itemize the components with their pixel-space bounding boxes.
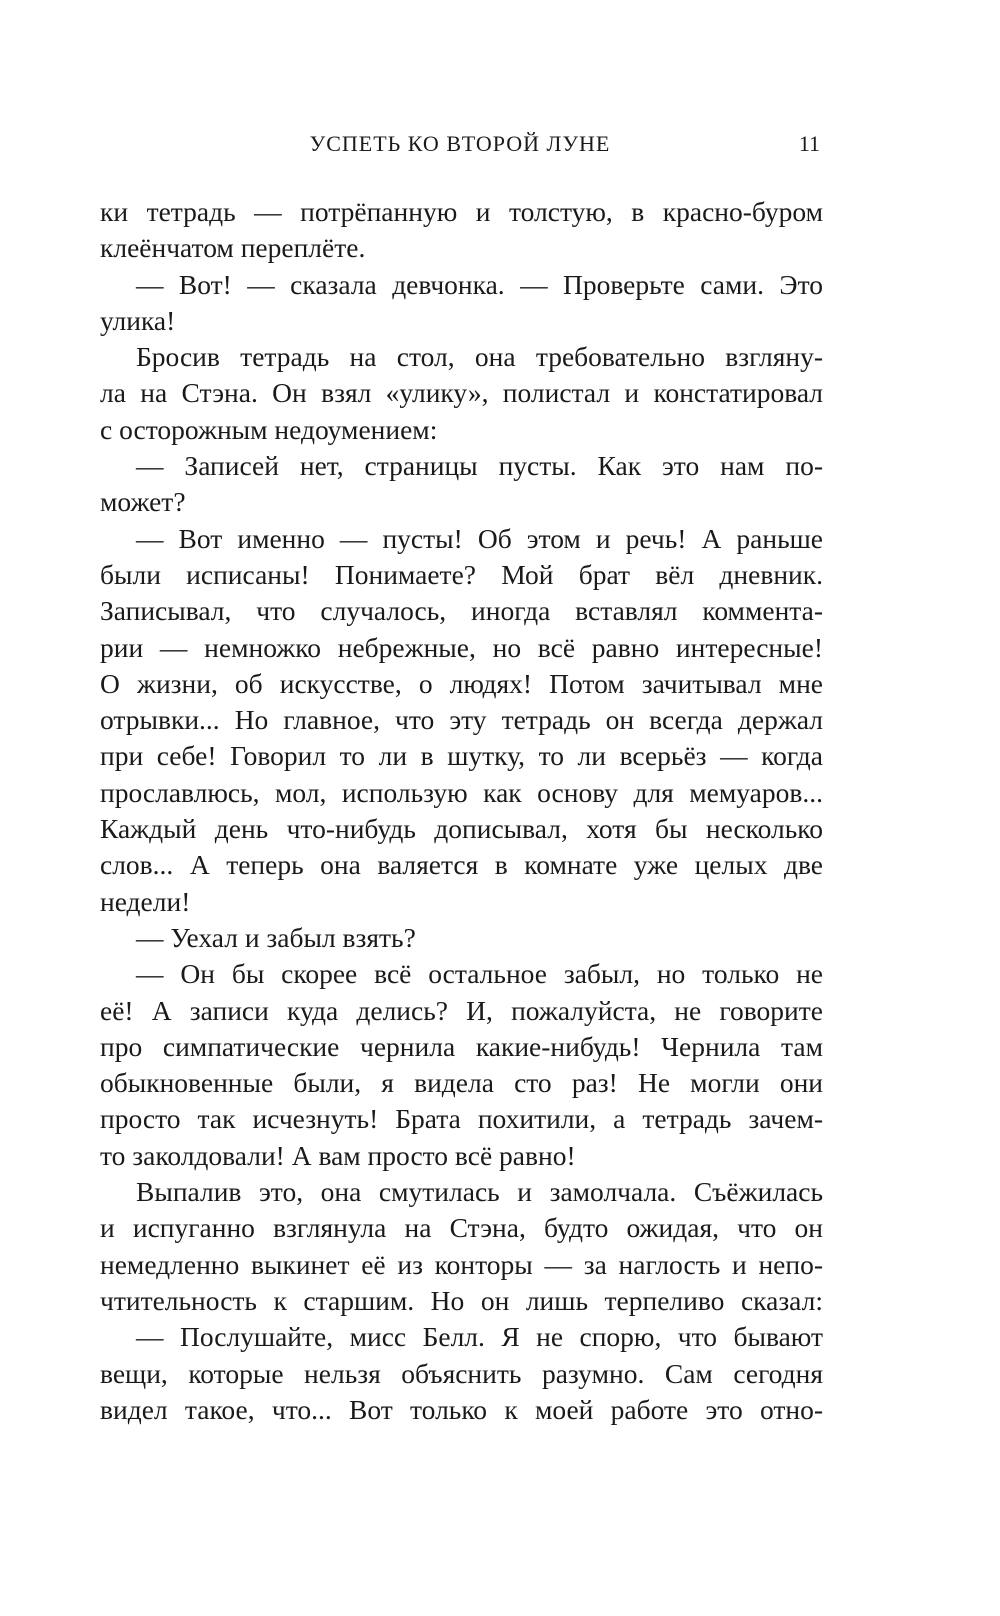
text-line: — Вот именно — пусты! Об этом и речь! А раньше (136, 522, 823, 554)
text-line: вещи, которые нельзя объяснить разумно. Сам сегодня (100, 1357, 823, 1389)
text-line: может? (100, 486, 186, 518)
text-line: Бросив тетрадь на стол, она требовательно взгляну- (136, 341, 823, 373)
text-line: — Записей нет, страницы пусты. Как это нам по- (136, 450, 823, 482)
text-line: — Послушайте, мисс Белл. Я не спорю, что бывают (136, 1321, 823, 1353)
text-line: Выпалив это, она смутилась и замолчала. Съёжилась (136, 1176, 823, 1208)
text-line: рии — немножко небрежные, но всё равно интересные! (100, 631, 823, 663)
text-line: немедленно выкинет её из конторы — за наглость и непо- (100, 1248, 823, 1280)
text-line: обыкновенные были, я видела сто раз! Не могли они (100, 1067, 823, 1099)
text-line: её! А записи куда делись? И, пожалуйста, не говорите (100, 994, 823, 1026)
text-line: чтительность к старшим. Но он лишь терпеливо сказал: (100, 1284, 823, 1316)
text-line: прославлюсь, мол, использую как основу для мемуаров... (100, 776, 823, 808)
text-line: — Он бы скорее всё остальное забыл, но только не (136, 958, 823, 990)
text-line: то заколдовали! А вам просто всё равно! (100, 1139, 576, 1171)
text-line: улика! (100, 304, 176, 336)
body-text (100, 194, 823, 1428)
text-line: недели! (100, 885, 191, 917)
text-line: Записывал, что случалось, иногда вставлял коммента- (100, 595, 823, 627)
text-line: О жизни, об искусстве, о людях! Потом зачитывал мне (100, 667, 823, 699)
text-line: с осторожным недоумением: (100, 413, 438, 445)
text-line: слов... А теперь она валяется в комнате уже целых две (100, 849, 823, 881)
text-line: при себе! Говорил то ли в шутку, то ли всерьёз — когда (100, 740, 823, 772)
text-line: были исписаны! Понимаете? Мой брат вёл дневник. (100, 558, 823, 590)
text-line: отрывки... Но главное, что эту тетрадь он всегда держал (100, 704, 823, 736)
text-line: — Уехал и забыл взять? (136, 921, 416, 953)
text-line: просто так исчезнуть! Брата похитили, а тетрадь зачем- (100, 1103, 823, 1135)
text-line: и испуганно взглянула на Стэна, будто ожидая, что он (100, 1212, 823, 1244)
text-line: клеёнчатом переплёте. (100, 232, 366, 264)
text-line: видел такое, что... Вот только к моей работе это отно- (100, 1393, 823, 1425)
text-line: ла на Стэна. Он взял «улику», полистал и констатировал (100, 377, 823, 409)
text-line: ки тетрадь — потрёпанную и толстую, в красно-буром (100, 196, 823, 227)
text-line: про симпатические чернила какие-нибудь! Чернила там (100, 1030, 823, 1062)
page-number: 11 (798, 131, 820, 156)
text-line: Каждый день что-нибудь дописывал, хотя бы несколько (100, 813, 823, 845)
running-head (100, 126, 820, 162)
text-line: — Вот! — сказала девчонка. — Проверьте сами. Это (136, 268, 823, 300)
running-title: УСПЕТЬ КО ВТОРОЙ ЛУНЕ (309, 131, 611, 156)
